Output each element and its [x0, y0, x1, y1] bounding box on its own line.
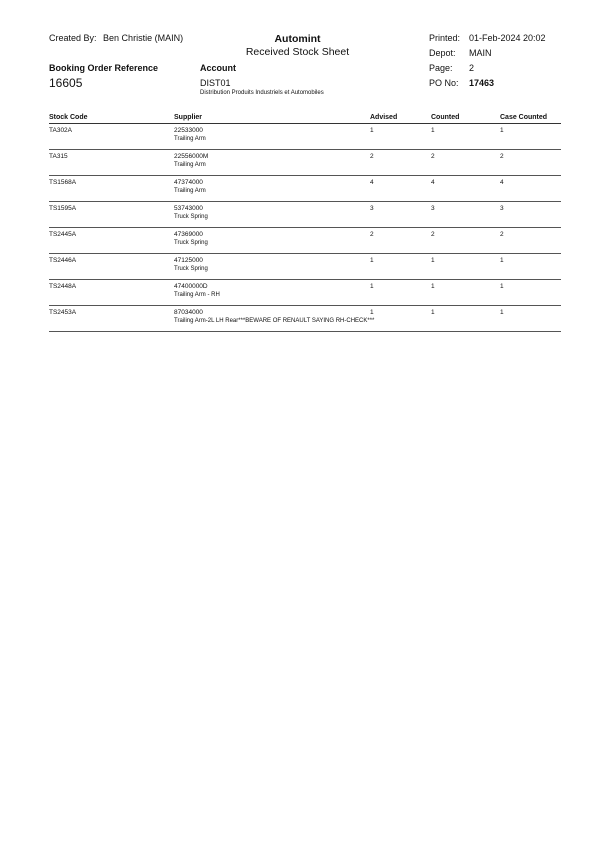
advised-cell: 2: [370, 228, 431, 254]
printed-value: 01-Feb-2024 20:02: [469, 33, 546, 43]
supplier-cell: [174, 228, 370, 254]
stock-lines-body: [49, 124, 561, 332]
table-row: [49, 280, 561, 306]
account-name: Distribution Produits Industriels et Automobiles: [200, 90, 324, 96]
stock-code-cell: TS2448A: [49, 280, 174, 306]
case-counted-cell: 1: [500, 124, 561, 150]
supplier-cell: [174, 202, 370, 228]
supplier-cell: [174, 150, 370, 176]
supplier-cell: [174, 306, 375, 332]
counted-cell: 2: [431, 150, 500, 176]
stock-code-cell: TS2446A: [49, 254, 174, 280]
stock-code-cell: TA302A: [49, 124, 174, 150]
counted-cell: 4: [431, 176, 500, 202]
supplier-code: 47374000: [174, 179, 203, 186]
col-supplier: Supplier: [174, 114, 203, 121]
created-by-value: Ben Christie (MAIN): [103, 33, 184, 43]
case-counted-cell: 3: [500, 202, 561, 228]
stock-code-cell: TS1568A: [49, 176, 174, 202]
item-description: Trailing Arm-2L LH Rear***BEWARE OF RENAULT SAYING RH-CHECK***: [174, 318, 375, 324]
advised-cell: 1: [370, 124, 431, 150]
advised-cell: 2: [370, 150, 431, 176]
page-number: 2: [469, 63, 475, 73]
case-counted-cell: 2: [500, 228, 561, 254]
item-description: Truck Spring: [174, 214, 208, 220]
stock-lines-table: [49, 124, 561, 332]
advised-cell: 4: [370, 176, 431, 202]
supplier-cell: [174, 280, 370, 306]
page-label: Page:: [429, 63, 453, 73]
item-description: Truck Spring: [174, 266, 208, 272]
item-description: Trailing Arm: [174, 162, 206, 168]
booking-ref-value: 16605: [49, 76, 83, 90]
table-row: [49, 254, 561, 280]
account-label: Account: [200, 63, 236, 73]
advised-cell: 1: [370, 306, 431, 332]
counted-cell: 1: [431, 254, 500, 280]
company-name: Automint: [274, 33, 321, 45]
counted-cell: 1: [431, 306, 500, 332]
supplier-code: 87034000: [174, 309, 203, 316]
advised-cell: 1: [370, 254, 431, 280]
supplier-cell: [174, 176, 370, 202]
supplier-code: 47369000: [174, 231, 203, 238]
counted-cell: 1: [431, 280, 500, 306]
case-counted-cell: 1: [500, 280, 561, 306]
case-counted-cell: 2: [500, 150, 561, 176]
table-row: [49, 306, 561, 332]
case-counted-cell: 1: [500, 306, 561, 332]
depot-value: MAIN: [469, 48, 492, 58]
col-counted: Counted: [431, 114, 460, 121]
advised-cell: 3: [370, 202, 431, 228]
stock-code-cell: TS2445A: [49, 228, 174, 254]
counted-cell: 2: [431, 228, 500, 254]
booking-ref-label: Booking Order Reference: [49, 63, 159, 73]
supplier-cell: [174, 124, 370, 150]
supplier-code: 47400000D: [174, 283, 208, 290]
col-case-counted: Case Counted: [500, 114, 548, 121]
created-by-label: Created By:: [49, 33, 97, 43]
supplier-code: 47125000: [174, 257, 203, 264]
supplier-code: 22533000: [174, 127, 203, 134]
supplier-cell: [174, 254, 370, 280]
table-row: [49, 202, 561, 228]
account-code: DIST01: [200, 78, 231, 88]
case-counted-cell: 4: [500, 176, 561, 202]
case-counted-cell: 1: [500, 254, 561, 280]
po-number: 17463: [469, 78, 495, 88]
advised-cell: 1: [370, 280, 431, 306]
item-description: Truck Spring: [174, 240, 208, 246]
po-label: PO No:: [429, 78, 459, 88]
item-description: Trailing Arm: [174, 188, 206, 194]
col-stock-code: Stock Code: [49, 114, 88, 121]
counted-cell: 1: [431, 124, 500, 150]
supplier-code: 22556000M: [174, 153, 209, 160]
table-row: [49, 124, 561, 150]
table-row: [49, 228, 561, 254]
item-description: Trailing Arm - RH: [174, 292, 220, 298]
stock-code-cell: TA315: [49, 150, 174, 176]
table-row: [49, 176, 561, 202]
counted-cell: 3: [431, 202, 500, 228]
printed-label: Printed:: [429, 33, 461, 43]
stock-code-cell: TS1595A: [49, 202, 174, 228]
supplier-code: 53743000: [174, 205, 203, 212]
stock-code-cell: TS2453A: [49, 306, 174, 332]
sheet-title: Received Stock Sheet: [245, 46, 350, 58]
item-description: Trailing Arm: [174, 136, 206, 142]
table-row: [49, 150, 561, 176]
col-advised: Advised: [370, 114, 398, 121]
depot-label: Depot:: [429, 48, 456, 58]
